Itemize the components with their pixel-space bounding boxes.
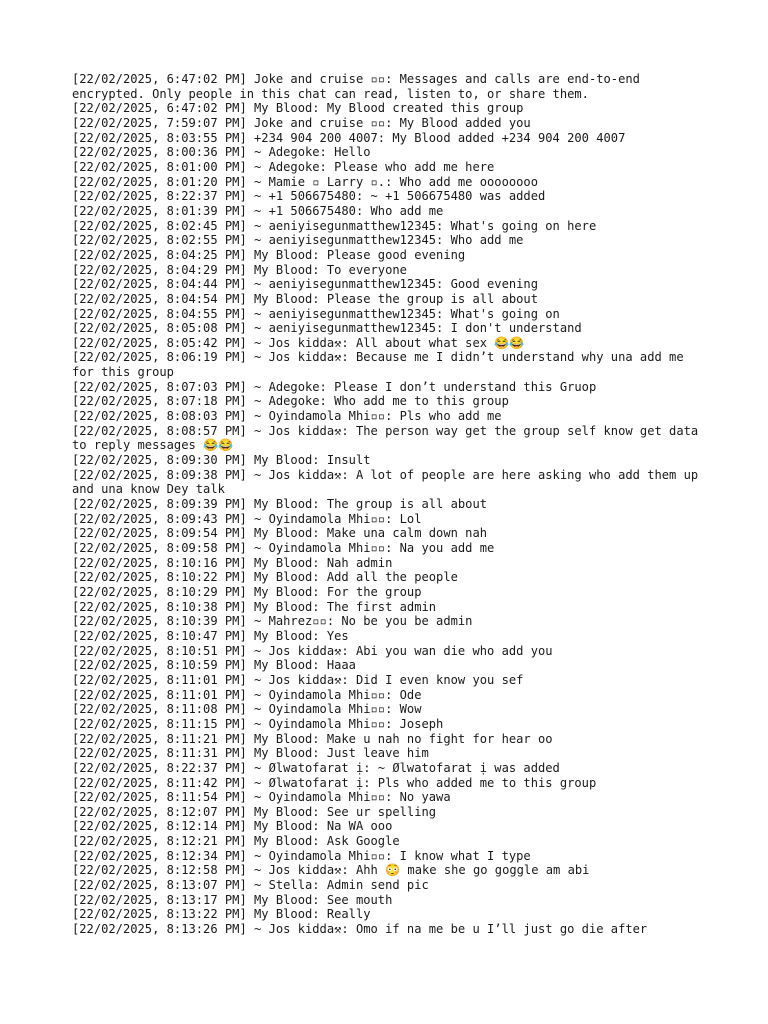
message-text: ~ Oyindamola Mhi▫▫: I know what I type: [254, 848, 531, 863]
chat-message: [72, 849, 700, 864]
message-text: My Blood: To everyone: [254, 262, 407, 277]
chat-message: [72, 72, 700, 101]
chat-message: [72, 688, 700, 703]
chat-message: [72, 834, 700, 849]
message-text: ~ Oyindamola Mhi▫▫: Wow: [254, 702, 422, 717]
message-text: ~ Jos kidda⚒: Abi you wan die who add you: [254, 643, 553, 658]
message-timestamp: [22/02/2025, 8:09:30 PM]: [72, 453, 247, 468]
message-text: My Blood: Insult: [254, 453, 371, 468]
chat-message: [72, 746, 700, 761]
chat-message: [72, 922, 700, 937]
message-timestamp: [22/02/2025, 8:07:03 PM]: [72, 379, 247, 394]
message-timestamp: [22/02/2025, 8:10:51 PM]: [72, 643, 247, 658]
chat-message: [72, 512, 700, 527]
message-timestamp: [22/02/2025, 8:10:47 PM]: [72, 628, 247, 643]
message-text: My Blood: For the group: [254, 584, 422, 599]
message-text: ~ aeniyisegunmatthew12345: Who add me: [254, 233, 524, 248]
message-text: My Blood: Really: [254, 907, 371, 922]
message-text: ~ Adegoke: Who add me to this group: [254, 394, 509, 409]
message-text: My Blood: Just leave him: [254, 746, 429, 761]
message-timestamp: [22/02/2025, 8:12:21 PM]: [72, 834, 247, 849]
chat-message: [72, 145, 700, 160]
message-text: ~ Jos kidda⚒: Ahh 😳 make she go goggle am abi: [254, 863, 590, 878]
message-timestamp: [22/02/2025, 8:04:54 PM]: [72, 291, 247, 306]
message-timestamp: [22/02/2025, 6:47:02 PM]: [72, 72, 247, 86]
message-text: ~ Oyindamola Mhi▫▫: Lol: [254, 511, 422, 526]
chat-message: [72, 658, 700, 673]
chat-message: [72, 350, 700, 379]
message-text: ~ Adegoke: Please who add me here: [254, 159, 495, 174]
message-text: ~ Adegoke: Please I don’t understand this Gruop: [254, 379, 597, 394]
message-text: My Blood: Ask Google: [254, 834, 400, 849]
message-timestamp: [22/02/2025, 8:12:07 PM]: [72, 804, 247, 819]
chat-message: [72, 248, 700, 263]
message-text: My Blood: Nah admin: [254, 555, 393, 570]
chat-message: [72, 116, 700, 131]
message-timestamp: [22/02/2025, 8:09:39 PM]: [72, 497, 247, 512]
message-text: ~ Mamie ▫ Larry ▫.: Who add me oooooooo: [254, 174, 538, 189]
message-text: ~ Oyindamola Mhi▫▫: Ode: [254, 687, 422, 702]
message-timestamp: [22/02/2025, 8:22:37 PM]: [72, 189, 247, 204]
message-timestamp: [22/02/2025, 8:05:08 PM]: [72, 321, 247, 336]
chat-message: [72, 790, 700, 805]
message-timestamp: [22/02/2025, 8:10:16 PM]: [72, 555, 247, 570]
chat-message: [72, 805, 700, 820]
message-text: My Blood: The group is all about: [254, 497, 488, 512]
message-timestamp: [22/02/2025, 8:06:19 PM]: [72, 350, 247, 365]
message-text: ~ Jos kidda⚒: Did I even know you sef: [254, 672, 524, 687]
message-timestamp: [22/02/2025, 8:10:59 PM]: [72, 658, 247, 673]
chat-message: [72, 644, 700, 659]
message-text: Joke and cruise ▫▫: Messages and calls are end-to-end encrypted. Only people in this chat can read, listen to, or share them.: [72, 72, 648, 101]
chat-transcript: [72, 72, 706, 937]
chat-message: [72, 907, 700, 922]
chat-message: [72, 321, 700, 336]
message-text: +234 904 200 4007: My Blood added +234 904 200 4007: [254, 130, 626, 145]
message-text: My Blood: Haaa: [254, 658, 356, 673]
message-text: ~ +1 506675480: Who add me: [254, 203, 444, 218]
message-timestamp: [22/02/2025, 8:04:29 PM]: [72, 262, 247, 277]
chat-message: [72, 497, 700, 512]
message-text: ~ Oyindamola Mhi▫▫: Na you add me: [254, 541, 495, 555]
message-timestamp: [22/02/2025, 8:09:38 PM]: [72, 467, 247, 482]
message-timestamp: [22/02/2025, 7:59:07 PM]: [72, 115, 247, 130]
message-timestamp: [22/02/2025, 8:12:34 PM]: [72, 848, 247, 863]
message-timestamp: [22/02/2025, 8:01:00 PM]: [72, 159, 247, 174]
message-timestamp: [22/02/2025, 8:08:03 PM]: [72, 409, 247, 424]
message-text: My Blood: See mouth: [254, 892, 393, 907]
message-timestamp: [22/02/2025, 8:02:45 PM]: [72, 218, 247, 233]
message-timestamp: [22/02/2025, 8:10:22 PM]: [72, 570, 247, 585]
message-text: ~ Jos kidda⚒: All about what sex 😂😂: [254, 335, 525, 350]
message-text: ~ Oyindamola Mhi▫▫: Joseph: [254, 716, 444, 731]
message-timestamp: [22/02/2025, 8:03:55 PM]: [72, 130, 247, 145]
message-timestamp: [22/02/2025, 8:11:01 PM]: [72, 672, 247, 687]
chat-message: [72, 541, 700, 556]
chat-message: [72, 423, 706, 453]
chat-message: [72, 893, 700, 908]
message-text: ~ Mahrez▫▫: No be you be admin: [254, 614, 473, 629]
chat-message: [72, 570, 700, 585]
chat-message: [72, 307, 700, 322]
message-timestamp: [22/02/2025, 8:13:07 PM]: [72, 878, 247, 893]
chat-message: [72, 204, 700, 219]
message-timestamp: [22/02/2025, 8:01:20 PM]: [72, 174, 247, 189]
message-timestamp: [22/02/2025, 8:09:54 PM]: [72, 526, 247, 541]
chat-message: [72, 878, 700, 893]
chat-message: [72, 394, 700, 409]
message-timestamp: [22/02/2025, 8:10:38 PM]: [72, 599, 247, 614]
chat-message: [72, 732, 700, 747]
message-text: ~ Jos kidda⚒: The person way get the group self know get data to reply messages 😂😂: [72, 423, 706, 453]
message-text: My Blood: Make u nah no fight for hear oo: [254, 731, 553, 746]
chat-message: [72, 175, 700, 190]
message-timestamp: [22/02/2025, 8:00:36 PM]: [72, 145, 247, 160]
message-text: ~ aeniyisegunmatthew12345: I don't understand: [254, 321, 582, 336]
message-timestamp: [22/02/2025, 8:13:22 PM]: [72, 907, 247, 922]
chat-message: [72, 233, 700, 248]
message-timestamp: [22/02/2025, 8:07:18 PM]: [72, 394, 247, 409]
chat-message: [72, 761, 700, 776]
message-timestamp: [22/02/2025, 8:11:08 PM]: [72, 702, 247, 717]
chat-message: [72, 336, 700, 351]
message-text: ~ aeniyisegunmatthew12345: Good evening: [254, 277, 538, 292]
message-text: ~ Stella: Admin send pic: [254, 878, 429, 893]
message-timestamp: [22/02/2025, 8:04:44 PM]: [72, 277, 247, 292]
message-text: ~ Oyindamola Mhi▫▫: No yawa: [254, 790, 451, 805]
chat-message: [72, 600, 700, 615]
message-text: My Blood: Please the group is all about: [254, 291, 538, 306]
chat-message: [72, 380, 700, 395]
message-timestamp: [22/02/2025, 8:11:42 PM]: [72, 775, 247, 790]
message-text: ~ Adegoke: Hello: [254, 145, 371, 160]
chat-message: [72, 819, 700, 834]
chat-message: [72, 292, 700, 307]
chat-message: [72, 101, 700, 116]
message-text: My Blood: The first admin: [254, 599, 437, 614]
message-text: ~ Oyindamola Mhi▫▫: Pls who add me: [254, 409, 502, 424]
message-text: My Blood: My Blood created this group: [254, 101, 524, 116]
message-timestamp: [22/02/2025, 8:11:01 PM]: [72, 687, 247, 702]
message-text: ~ Ølwatofarat ị: Pls who added me to this group: [254, 775, 597, 790]
chat-message: [72, 189, 700, 204]
message-text: My Blood: Yes: [254, 628, 349, 643]
message-timestamp: [22/02/2025, 8:10:39 PM]: [72, 614, 247, 629]
chat-message: [72, 614, 700, 629]
message-text: My Blood: See ur spelling: [254, 804, 437, 819]
message-timestamp: [22/02/2025, 8:05:42 PM]: [72, 335, 247, 350]
message-timestamp: [22/02/2025, 8:08:57 PM]: [72, 423, 247, 438]
message-text: ~ Jos kidda⚒: Because me I didn’t understand why una add me for this group: [72, 350, 691, 380]
message-text: ~ aeniyisegunmatthew12345: What's going on here: [254, 218, 597, 233]
message-text: My Blood: Na WA ooo: [254, 819, 393, 834]
message-text: My Blood: Add all the people: [254, 570, 458, 585]
chat-message: [72, 556, 700, 571]
message-timestamp: [22/02/2025, 8:12:14 PM]: [72, 819, 247, 834]
chat-message: [72, 585, 700, 600]
message-text: My Blood: Make una calm down nah: [254, 526, 488, 541]
chat-message: [72, 219, 700, 234]
chat-message: [72, 629, 700, 644]
message-timestamp: [22/02/2025, 8:13:17 PM]: [72, 892, 247, 907]
message-timestamp: [22/02/2025, 8:11:31 PM]: [72, 746, 247, 761]
chat-message: [72, 263, 700, 278]
message-timestamp: [22/02/2025, 8:11:15 PM]: [72, 716, 247, 731]
message-timestamp: [22/02/2025, 8:09:43 PM]: [72, 511, 247, 526]
chat-message: [72, 526, 700, 541]
message-timestamp: [22/02/2025, 8:22:37 PM]: [72, 760, 247, 775]
message-timestamp: [22/02/2025, 8:10:29 PM]: [72, 584, 247, 599]
chat-message: [72, 717, 700, 732]
message-text: ~ Jos kidda⚒: Omo if na me be u I’ll just go die after: [254, 922, 648, 937]
message-timestamp: [22/02/2025, 8:09:58 PM]: [72, 541, 247, 555]
message-text: ~ aeniyisegunmatthew12345: What's going on: [254, 306, 560, 321]
message-timestamp: [22/02/2025, 8:13:26 PM]: [72, 922, 247, 937]
message-timestamp: [22/02/2025, 8:04:25 PM]: [72, 247, 247, 262]
chat-message: [72, 277, 700, 292]
message-timestamp: [22/02/2025, 8:01:39 PM]: [72, 203, 247, 218]
message-text: My Blood: Please good evening: [254, 247, 466, 262]
message-timestamp: [22/02/2025, 8:11:21 PM]: [72, 731, 247, 746]
message-text: ~ Jos kidda⚒: A lot of people are here asking who add them up and una know Dey talk: [72, 467, 706, 497]
chat-message: [72, 776, 700, 791]
chat-message: [72, 467, 706, 497]
chat-message: [72, 453, 700, 468]
message-text: Joke and cruise ▫▫: My Blood added you: [254, 115, 531, 130]
message-timestamp: [22/02/2025, 8:11:54 PM]: [72, 790, 247, 805]
chat-message: [72, 160, 700, 175]
message-timestamp: [22/02/2025, 6:47:02 PM]: [72, 101, 247, 116]
message-timestamp: [22/02/2025, 8:02:55 PM]: [72, 233, 247, 248]
chat-message: [72, 409, 700, 424]
message-text: ~ Ølwatofarat ị: ~ Ølwatofarat ị was added: [254, 760, 560, 775]
chat-message: [72, 702, 700, 717]
message-text: ~ +1 506675480: ~ +1 506675480 was added: [254, 189, 546, 204]
message-timestamp: [22/02/2025, 8:04:55 PM]: [72, 306, 247, 321]
message-timestamp: [22/02/2025, 8:12:58 PM]: [72, 863, 247, 878]
chat-message: [72, 673, 700, 688]
chat-message: [72, 863, 700, 878]
chat-message: [72, 131, 700, 146]
